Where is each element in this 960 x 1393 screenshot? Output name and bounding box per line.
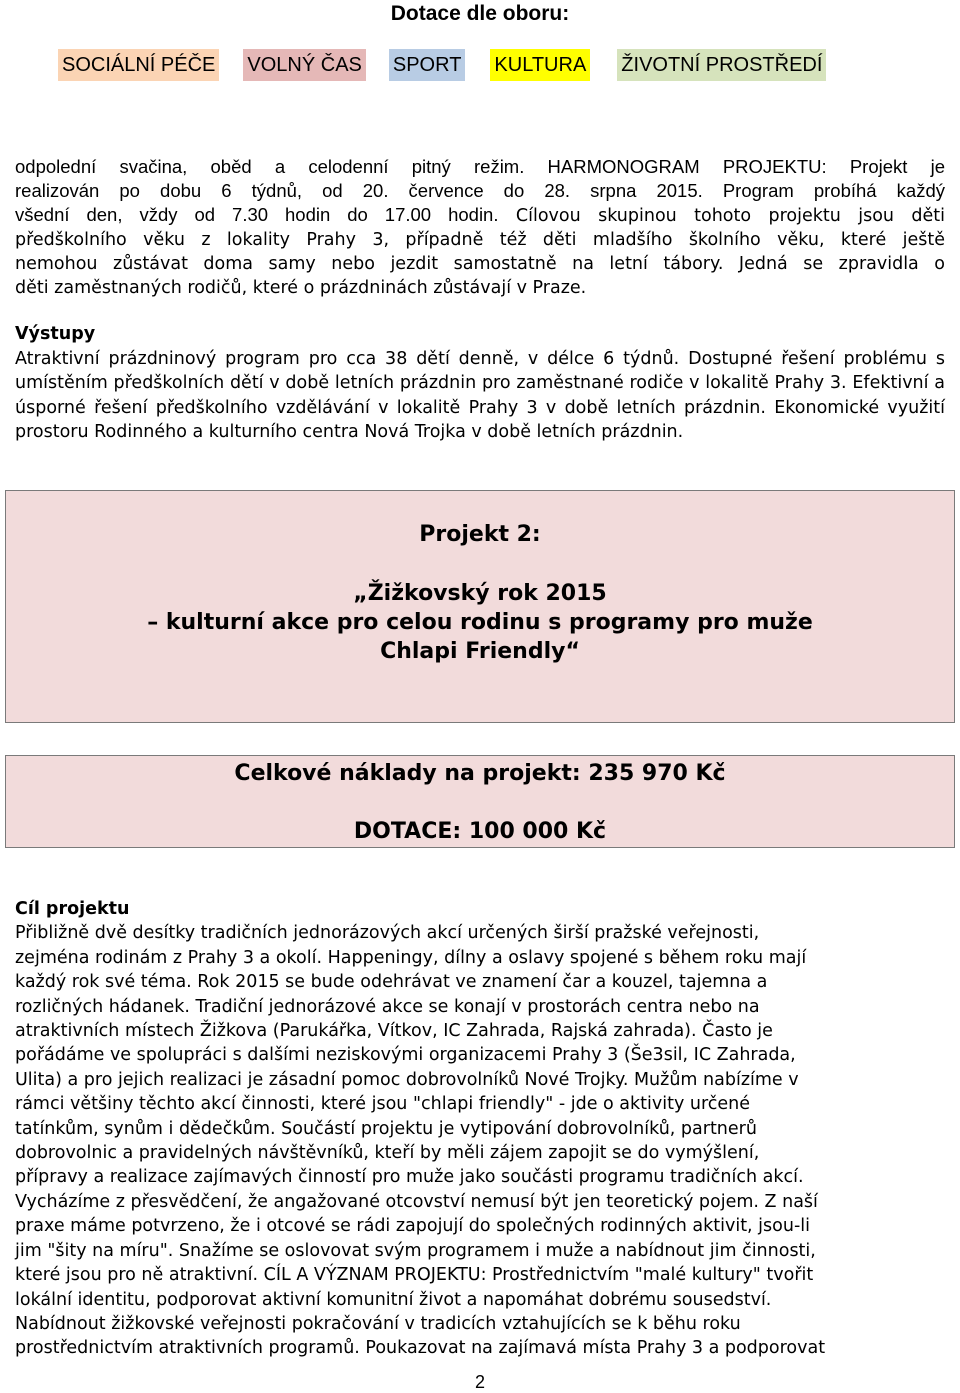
goal-line: tatínkům, synům i dědečkům. Součástí projektu je vytipování dobrovolníků, partnerů xyxy=(15,1118,757,1139)
intro-line-part: Cílovou skupinou tohoto projektu jsou děti xyxy=(498,206,945,226)
page-title: Dotace dle oboru: xyxy=(390,2,570,25)
intro-paragraph xyxy=(15,155,945,300)
goal-line: přípravy a realizace zajímavých činností pro muže jako součásti programu tradičních akcí. xyxy=(15,1167,804,1188)
goal-line: Přibližně dvě desítky tradičních jednorázových akcí určených širší pražské veřejnosti, xyxy=(15,923,760,944)
outputs-heading: Výstupy xyxy=(15,324,96,344)
goal-section xyxy=(15,897,945,1361)
goal-line: dobrovolnic a pravidelných návštěvníků, kteří by měli zájem zapojit se do vymýšlení, xyxy=(15,1143,760,1164)
category-social-care: SOCIÁLNÍ PÉČE xyxy=(58,49,219,81)
intro-line: děti zaměstnaných rodičů, které o prázdninách zůstávají v Praze. xyxy=(15,278,587,298)
goal-line: každý rok své téma. Rok 2015 se bude odehrávat ve znamení čar a kouzel, tajemna a xyxy=(15,972,768,993)
goal-line: rámci většiny těchto akcí činnosti, které jsou "chlapi friendly" - jde o aktivity určené xyxy=(15,1094,751,1115)
project-title-line: – kulturní akce pro celou rodinu s programy pro muže xyxy=(147,610,813,635)
goal-line: lokální identitu, podporovat aktivní komunitní život a napomáhat dobrému sousedství. xyxy=(15,1289,772,1310)
project-title-box xyxy=(5,490,955,723)
intro-line: realizován po dobu 6 týdnů, od 20. července do 28. srpna 2015. Program probíhá každý xyxy=(15,180,945,201)
category-environment: ŽIVOTNÍ PROSTŘEDÍ xyxy=(617,49,826,81)
project-title-line: „Žižkovský rok 2015 xyxy=(353,581,607,606)
category-sport: SPORT xyxy=(389,49,466,81)
project-number: Projekt 2: xyxy=(419,522,541,547)
goal-line: Nabídnout žižkovské veřejnosti pokračování v tradicích vztahujících se k běhu roku xyxy=(15,1313,741,1334)
intro-line: předškolního věku z lokality Prahy 3, případně též děti mladšího školního věku, které ještě xyxy=(15,230,945,250)
category-culture: KULTURA xyxy=(490,49,590,81)
category-gap xyxy=(590,49,617,81)
goal-line: které jsou pro ně atraktivní. CÍL A VÝZNAM PROJEKTU: Prostřednictvím "malé kultury" tvořit xyxy=(15,1265,814,1286)
goal-line: Ulita) a pro jejich realizaci je zásadní pomoc dobrovolníků Nové Trojky. Mužům nabízíme v xyxy=(15,1069,799,1090)
goal-line: rozličných hádanek. Tradiční jednorázové akce se konají v prostorách centra nebo na xyxy=(15,996,760,1017)
project-title-line: Chlapi Friendly“ xyxy=(380,639,580,664)
category-gap xyxy=(465,49,490,81)
category-leisure: VOLNÝ ČAS xyxy=(243,49,365,81)
intro-line-part: všední den, vždy od 7.30 hodin do 17.00 hodin. xyxy=(15,204,499,225)
outputs-text: Atraktivní prázdninový program pro cca 38 dětí denně, v délce 6 týdnů. Dostupné řešení problému s umístěním předškolních dětí v době letních prázdnin pro zaměstnané rodiče v lokalitě Prahy 3. Efektivní a úsporné řešení předškolního vzdělávání v lokalitě Prahy 3 v době letních prázdnin. Ekonomické využití prostoru Rodinného a kulturního centra Nová Trojka v době letních prázdnin. xyxy=(15,348,945,442)
category-gap xyxy=(366,49,389,81)
goal-line: pořádáme ve spolupráci s dalšími neziskovými organizacemi Prahy 3 (Še3sil, IC Zahrada, xyxy=(15,1045,796,1066)
category-bar xyxy=(58,49,826,81)
intro-line: odpolední svačina, oběd a celodenní pitný režim. HARMONOGRAM PROJEKTU: Projekt je xyxy=(15,156,945,177)
goal-line: jim "šity na míru". Snažíme se oslovovat svým programem i muže a nabídnout jim činnosti, xyxy=(15,1240,816,1261)
page-number: 2 xyxy=(474,1372,485,1392)
goal-line: prostřednictvím atraktivních programů. Poukazovat na zajímavá místa Prahy 3 a podporovat xyxy=(15,1338,826,1359)
category-gap xyxy=(219,49,243,81)
intro-line xyxy=(15,203,945,228)
goal-heading: Cíl projektu xyxy=(15,899,130,919)
costs-box xyxy=(5,755,955,848)
goal-line: praxe máme potvrzeno, že i otcové se rádi zapojují do společných rodinných aktivit, jsou-li xyxy=(15,1216,811,1237)
intro-line: nemohou zůstávat doma samy nebo jezdit samostatně na letní tábory. Jedná se zpravidla o xyxy=(15,254,945,274)
goal-line: Vycházíme z přesvědčení, že angažované otcovství nemusí být jen teoretický pojem. Z naší xyxy=(15,1191,818,1212)
total-cost: Celkové náklady na projekt: 235 970 Kč xyxy=(234,761,726,786)
goal-line: zejména rodinám z Prahy 3 a okolí. Happeningy, dílny a oslavy spojené s během roku mají xyxy=(15,947,807,968)
goal-line: atraktivních místech Žižkova (Parukářka, Vítkov, IC Zahrada, Rajská zahrada). Často je xyxy=(15,1021,773,1042)
outputs-section xyxy=(15,322,945,445)
grant-amount: DOTACE: 100 000 Kč xyxy=(353,819,607,844)
